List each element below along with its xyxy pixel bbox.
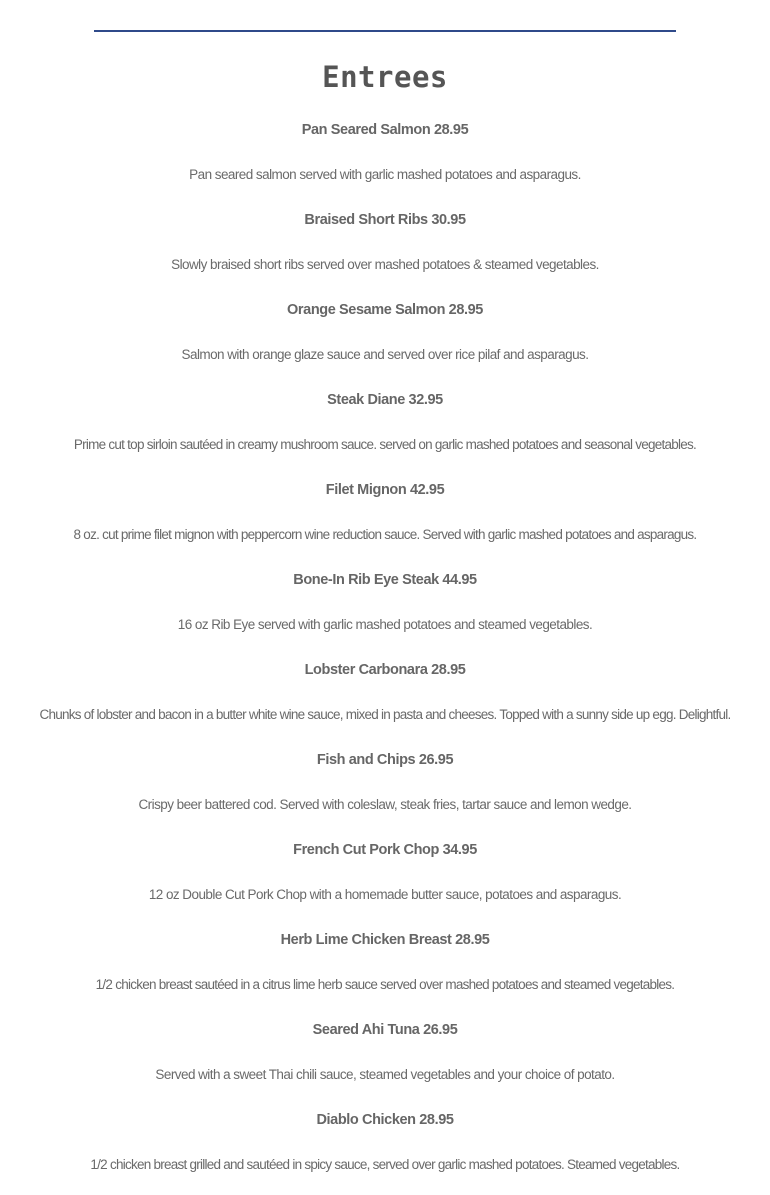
menu-item-name: Herb Lime Chicken Breast 28.95 bbox=[280, 932, 490, 948]
menu-item-description: Prime cut top sirloin sautéed in creamy mushroom sauce. served on garlic mashed potatoes and seasonal vegetables. bbox=[73, 437, 697, 452]
menu-item-name: Bone-In Rib Eye Steak 44.95 bbox=[293, 572, 477, 588]
menu-item-name: Filet Mignon 42.95 bbox=[325, 482, 445, 498]
menu-item-name: Steak Diane 32.95 bbox=[327, 392, 443, 408]
menu-item-description: 1/2 chicken breast sautéed in a citrus lime herb sauce served over mashed potatoes and steamed vegetables. bbox=[95, 977, 675, 992]
menu-item-description: 1/2 chicken breast grilled and sautéed in spicy sauce, served over garlic mashed potatoes. Steamed vegetables. bbox=[90, 1157, 680, 1172]
menu-item-description: Chunks of lobster and bacon in a butter white wine sauce, mixed in pasta and cheeses. Topped with a sunny side up egg. Delightful. bbox=[39, 707, 731, 722]
menu-item-name: Pan Seared Salmon 28.95 bbox=[301, 122, 469, 138]
menu-item-description: 16 oz Rib Eye served with garlic mashed potatoes and steamed vegetables. bbox=[177, 617, 593, 632]
menu-item-description: Pan seared salmon served with garlic mashed potatoes and asparagus. bbox=[189, 167, 581, 182]
menu-item-name: Lobster Carbonara 28.95 bbox=[304, 662, 466, 678]
menu-item-name: Seared Ahi Tuna 26.95 bbox=[312, 1022, 458, 1038]
menu-item-description: Served with a sweet Thai chili sauce, steamed vegetables and your choice of potato. bbox=[155, 1067, 615, 1082]
menu-item-description: 12 oz Double Cut Pork Chop with a homemade butter sauce, potatoes and asparagus. bbox=[148, 887, 622, 902]
menu-item-name: Orange Sesame Salmon 28.95 bbox=[287, 302, 483, 318]
menu-item-name: Braised Short Ribs 30.95 bbox=[304, 212, 466, 228]
menu-item-description: Salmon with orange glaze sauce and served over rice pilaf and asparagus. bbox=[181, 347, 589, 362]
entrees-menu-list bbox=[0, 115, 770, 1195]
section-title: Entrees bbox=[322, 60, 448, 94]
menu-item-description: Slowly braised short ribs served over mashed potatoes & steamed vegetables. bbox=[171, 257, 599, 272]
menu-item-description: 8 oz. cut prime filet mignon with peppercorn wine reduction sauce. Served with garlic mashed potatoes and asparagus. bbox=[73, 527, 697, 542]
menu-item-description: Crispy beer battered cod. Served with coleslaw, steak fries, tartar sauce and lemon wedge. bbox=[138, 797, 632, 812]
menu-item-name: Diablo Chicken 28.95 bbox=[316, 1112, 454, 1128]
menu-item-name: Fish and Chips 26.95 bbox=[316, 752, 454, 768]
menu-item-name: French Cut Pork Chop 34.95 bbox=[293, 842, 477, 858]
header-divider bbox=[94, 30, 676, 32]
